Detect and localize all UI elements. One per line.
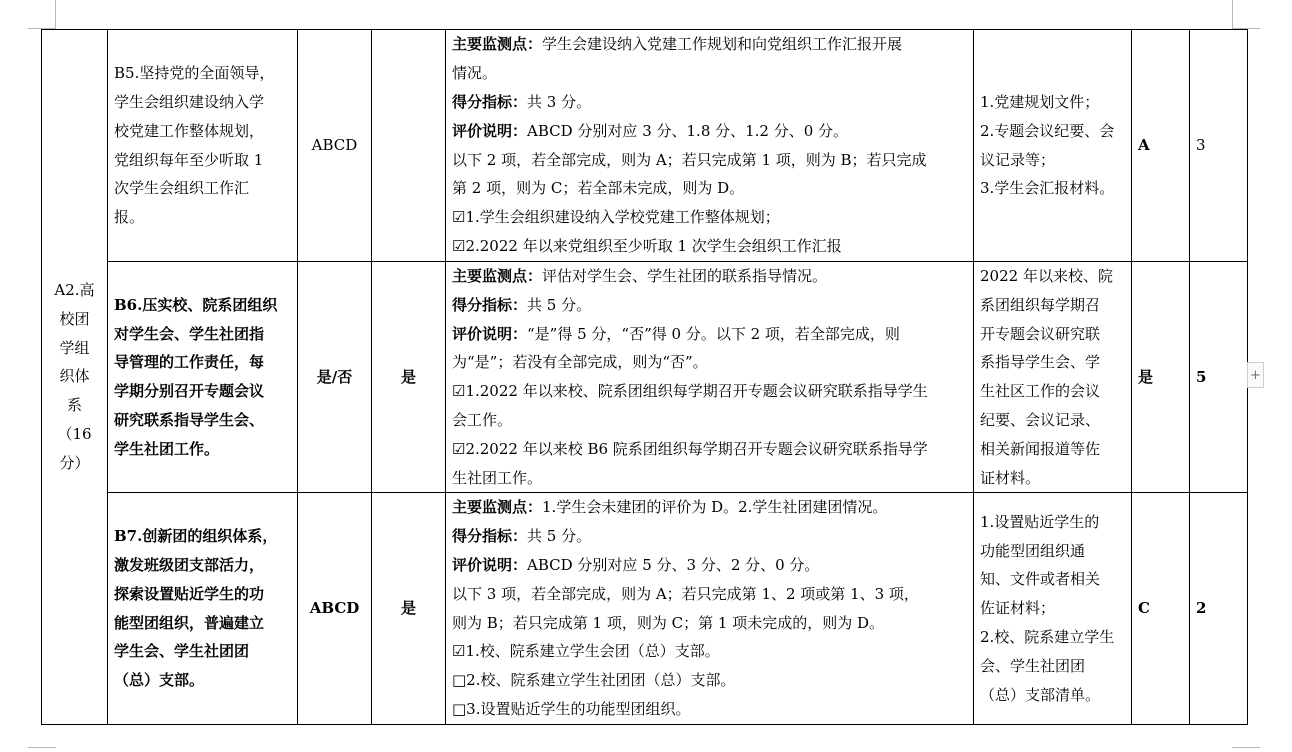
evidence-line: 会、学生社团团: [980, 656, 1086, 675]
content-key: 得分指标：: [452, 295, 528, 314]
content-text: 为“是”；若没有全部完成，则为“否”。: [452, 353, 708, 372]
content-line: [452, 464, 967, 493]
evidence-line: 系指导学生会、学: [980, 353, 1101, 372]
content-text: 会工作。: [452, 410, 513, 429]
score-cell: 5: [1190, 262, 1248, 493]
content-line: [452, 551, 967, 580]
evidence-line: 1.设置贴近学生的: [980, 512, 1100, 531]
self-eval-cell: 是: [372, 493, 446, 724]
evidence-line: 生社区工作的会议: [980, 382, 1101, 401]
indicator-line: 党组织每年至少听取 1: [114, 150, 264, 169]
evidence-cell: [974, 30, 1132, 262]
self-eval-cell: [372, 30, 446, 262]
options-cell: ABCD: [298, 493, 372, 724]
content-text: 第 2 项，则为 C；若全部未完成，则为 D。: [452, 179, 745, 198]
evidence-line: 知、文件或者相关: [980, 570, 1101, 589]
content-line: [452, 59, 967, 88]
indicator-line: 探索设置贴近学生的功: [114, 584, 265, 603]
table-row: [42, 30, 1248, 262]
content-text: 共 3 分。: [527, 92, 592, 111]
category-line: 系: [66, 396, 82, 415]
options-cell: 是/否: [298, 262, 372, 493]
grade-cell: A: [1132, 30, 1190, 262]
category-line: （16: [57, 425, 92, 444]
content-line: [452, 232, 967, 261]
self-eval-cell: 是: [372, 262, 446, 493]
evidence-line: 相关新闻报道等佐: [980, 439, 1101, 458]
content-key: 评价说明：: [452, 324, 528, 343]
evidence-line: 纪要、会议记录、: [980, 410, 1101, 429]
indicator-line: 学生会、学生社团团: [114, 642, 250, 661]
score-cell: 3: [1190, 30, 1248, 262]
indicator-cell: [108, 493, 298, 724]
content-text: 评估对学生会、学生社团的联系指导情况。: [542, 267, 828, 285]
indicator-cell: [108, 30, 298, 262]
content-text: 以下 2 项，若全部完成，则为 A；若只完成第 1 项，则为 B；若只完成: [452, 150, 927, 169]
content-line: [452, 88, 967, 117]
indicator-line: B6.压实校、院系团组织: [114, 295, 278, 314]
evidence-line: （总）支部清单。: [980, 685, 1101, 704]
content-line: [452, 291, 967, 320]
indicator-line: B5.坚持党的全面领导，: [114, 64, 275, 83]
category-line: 分）: [59, 453, 90, 472]
indicator-line: 导管理的工作责任，每: [114, 353, 265, 372]
indicator-line: 学生会组织建设纳入学: [114, 92, 265, 111]
indicator-line: （总）支部。: [114, 671, 205, 690]
indicator-line: 学期分别召开专题会议: [114, 382, 265, 401]
content-key: 评价说明：: [452, 555, 528, 574]
content-line: [452, 406, 967, 435]
grade-cell: C: [1132, 493, 1190, 724]
category-line: A2.高: [54, 281, 95, 300]
content-text: ABCD 分别对应 5 分、3 分、2 分、0 分。: [527, 555, 820, 574]
content-cell: [446, 30, 974, 262]
table-row: [42, 262, 1248, 493]
crop-mark-bottom-right: [1232, 747, 1260, 748]
content-text: ☑1.2022 年以来校、院系团组织每学期召开专题会议研究联系指导学生: [452, 382, 928, 401]
content-line: [452, 146, 967, 175]
table-row: [42, 493, 1248, 724]
category-line: 校团: [59, 309, 90, 328]
evidence-line: 证材料。: [980, 468, 1041, 487]
indicator-line: 学生社团工作。: [114, 439, 220, 458]
content-line: [452, 320, 967, 349]
content-key: 主要监测点：: [452, 35, 543, 54]
evidence-line: 2022 年以来校、院: [980, 267, 1113, 285]
crop-mark-top-right: [1232, 0, 1233, 28]
category-line: 学组: [59, 338, 90, 357]
content-line: [452, 30, 967, 59]
content-text: 以下 3 项，若全部完成，则为 A；若只完成第 1、2 项或第 1、3 项，: [452, 584, 919, 603]
content-text: ☑1.学生会组织建设纳入学校党建工作整体规划；: [452, 208, 780, 227]
evidence-line: 2.校、院系建立学生: [980, 627, 1115, 646]
content-line: [452, 637, 967, 666]
content-text: 1.学生会未建团的评价为 D。2.学生社团建团情况。: [542, 498, 888, 517]
evaluation-table: [41, 29, 1248, 725]
content-line: [452, 609, 967, 638]
content-text: 共 5 分。: [527, 295, 592, 314]
evidence-line: 议记录等；: [980, 150, 1056, 169]
content-text: □3.设置贴近学生的功能型团组织。: [452, 699, 691, 718]
indicator-line: 研究联系指导学生会、: [114, 410, 265, 429]
indicator-line: B7.创新团的组织体系，: [114, 527, 278, 546]
content-key: 得分指标：: [452, 527, 528, 546]
content-line: [452, 695, 967, 724]
evidence-line: 2.专题会议纪要、会: [980, 121, 1115, 140]
content-cell: [446, 493, 974, 724]
content-line: [452, 203, 967, 232]
evidence-cell: [974, 493, 1132, 724]
indicator-line: 校党建工作整体规划，: [114, 121, 265, 140]
content-text: 学生会建设纳入党建工作规划和向党组织工作汇报开展: [542, 35, 903, 54]
content-text: ABCD 分别对应 3 分、1.8 分、1.2 分、0 分。: [527, 121, 849, 140]
add-column-button[interactable]: +: [1247, 362, 1264, 388]
content-key: 主要监测点：: [452, 267, 543, 285]
content-line: [452, 666, 967, 695]
content-line: [452, 377, 967, 406]
content-key: 评价说明：: [452, 121, 528, 140]
content-line: [452, 493, 967, 522]
content-text: ☑2.2022 年以来党组织至少听取 1 次学生会组织工作汇报: [452, 236, 842, 255]
content-key: 得分指标：: [452, 92, 528, 111]
evidence-line: 佐证材料；: [980, 599, 1056, 618]
content-text: 共 5 分。: [527, 527, 592, 546]
evidence-line: 1.党建规划文件；: [980, 92, 1100, 111]
content-line: [452, 117, 967, 146]
indicator-line: 激发班级团支部活力，: [114, 555, 265, 574]
indicator-line: 能型团组织，普遍建立: [114, 613, 265, 632]
content-text: 情况。: [452, 64, 498, 83]
evidence-line: 开专题会议研究联: [980, 324, 1101, 343]
category-line: 织体: [59, 367, 90, 386]
content-line: [452, 580, 967, 609]
content-line: [452, 435, 967, 464]
content-text: ☑1.校、院系建立学生会团（总）支部。: [452, 642, 720, 661]
options-cell: ABCD: [298, 30, 372, 262]
evidence-line: 功能型团组织通: [980, 541, 1086, 560]
content-cell: [446, 262, 974, 493]
crop-mark-bottom-left: [28, 747, 56, 748]
indicator-line: 报。: [114, 208, 145, 227]
category-cell: [42, 30, 108, 725]
grade-cell: 是: [1132, 262, 1190, 493]
indicator-line: 对学生会、学生社团指: [114, 324, 265, 343]
content-text: □2.校、院系建立学生社团团（总）支部。: [452, 671, 736, 690]
indicator-line: 次学生会组织工作汇: [114, 179, 250, 198]
content-text: 生社团工作。: [452, 468, 543, 487]
content-text: 则为 B；若只完成第 1 项，则为 C；第 1 项未完成的，则为 D。: [452, 613, 884, 632]
content-text: ☑2.2022 年以来校 B6 院系团组织每学期召开专题会议研究联系指导学: [452, 439, 928, 458]
crop-mark-top-left: [55, 0, 56, 28]
content-line: [452, 522, 967, 551]
evidence-line: 3.学生会汇报材料。: [980, 179, 1115, 198]
evidence-cell: [974, 262, 1132, 493]
indicator-cell: [108, 262, 298, 493]
content-line: [452, 262, 967, 291]
score-cell: 2: [1190, 493, 1248, 724]
evidence-line: 系团组织每学期召: [980, 295, 1101, 314]
content-text: “是”得 5 分，“否”得 0 分。以下 2 项，若全部完成，则: [527, 324, 900, 343]
content-line: [452, 174, 967, 203]
content-key: 主要监测点：: [452, 498, 543, 517]
content-line: [452, 348, 967, 377]
